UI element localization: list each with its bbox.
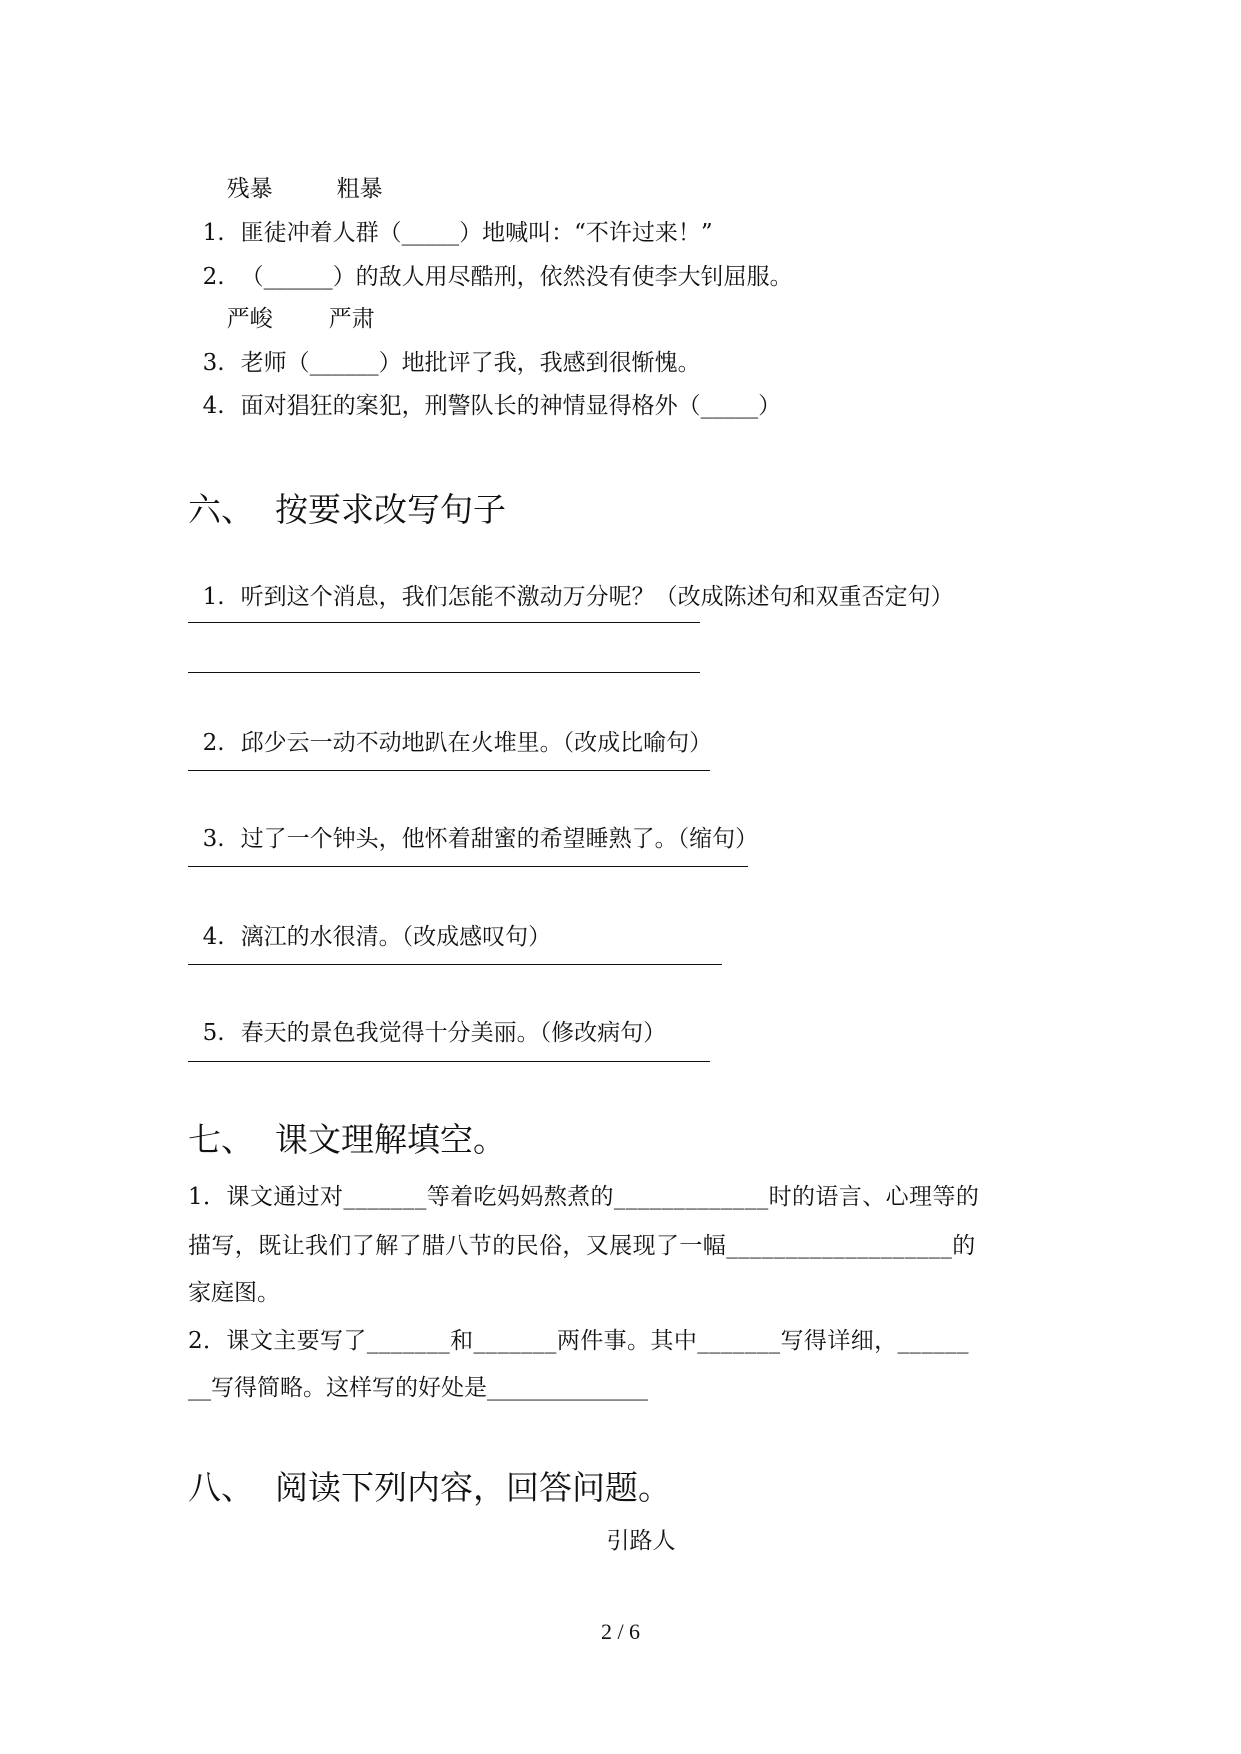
passage-title: 引路人: [606, 1528, 676, 1554]
section-heading: 七、 课文理解填空。: [188, 1120, 506, 1159]
word-option: 严峻: [226, 306, 273, 332]
question-text: 听到这个消息，我们怎能不激动万分呢？（改成陈述句和双重否定句）: [240, 584, 954, 610]
question-line: [188, 698, 712, 758]
paragraph-line: 家庭图。: [188, 1280, 280, 1306]
paragraph-line: 2．课文主要写了_______和_______两件事。其中_______写得详细，______: [188, 1328, 969, 1354]
word-option: 严肃: [328, 306, 375, 332]
question-line: [188, 794, 758, 854]
paragraph-line: 描写，既让我们了解了腊八节的民俗，又展现了一幅___________________的: [188, 1233, 976, 1259]
question-number: 4.: [202, 924, 225, 950]
question-text: 面对猖狂的案犯，刑警队长的神情显得格外（_____）: [240, 393, 782, 419]
question-text: 过了一个钟头，他怀着甜蜜的希望睡熟了。（缩句）: [240, 826, 759, 852]
paragraph-line: 1．课文通过对_______等着吃妈妈熬煮的_____________时的语言、心理等的: [188, 1184, 980, 1210]
question-text: 匪徒冲着人群（_____）地喊叫：“不许过来！”: [240, 220, 713, 246]
question-line: [188, 552, 954, 612]
section-heading: 六、 按要求改写句子: [188, 490, 506, 529]
answer-line[interactable]: [188, 866, 748, 867]
question-line: [188, 361, 781, 421]
question-number: 5.: [202, 1020, 225, 1046]
question-text: （______）的敌人用尽酷刑，依然没有使李大钊屈服。: [240, 264, 793, 290]
question-text: 老师（______）地批评了我，我感到很惭愧。: [240, 350, 701, 376]
answer-line[interactable]: [188, 1061, 710, 1062]
section-heading: 八、 阅读下列内容，回答问题。: [188, 1468, 671, 1507]
question-number: 2.: [202, 730, 225, 756]
question-text: 邱少云一动不动地趴在火堆里。（改成比喻句）: [240, 730, 713, 756]
paragraph-line: __写得简略。这样写的好处是______________: [188, 1375, 648, 1401]
answer-line[interactable]: [188, 622, 700, 623]
question-text: 漓江的水很清。（改成感叹句）: [240, 924, 552, 950]
question-number: 1.: [202, 584, 225, 610]
answer-line[interactable]: [188, 672, 700, 673]
answer-line[interactable]: [188, 964, 722, 965]
question-number: 2.: [202, 264, 225, 290]
page-number: 2 / 6: [600, 1619, 641, 1644]
question-line: [188, 988, 666, 1048]
question-number: 3.: [202, 826, 225, 852]
question-text: 春天的景色我觉得十分美丽。（修改病句）: [240, 1020, 667, 1046]
question-number: 4.: [202, 393, 225, 419]
word-option: 粗暴: [336, 176, 383, 202]
word-option: 残暴: [226, 176, 273, 202]
question-number: 3.: [202, 350, 225, 376]
question-number: 1.: [202, 220, 225, 246]
question-line: [188, 892, 551, 952]
answer-line[interactable]: [188, 770, 710, 771]
